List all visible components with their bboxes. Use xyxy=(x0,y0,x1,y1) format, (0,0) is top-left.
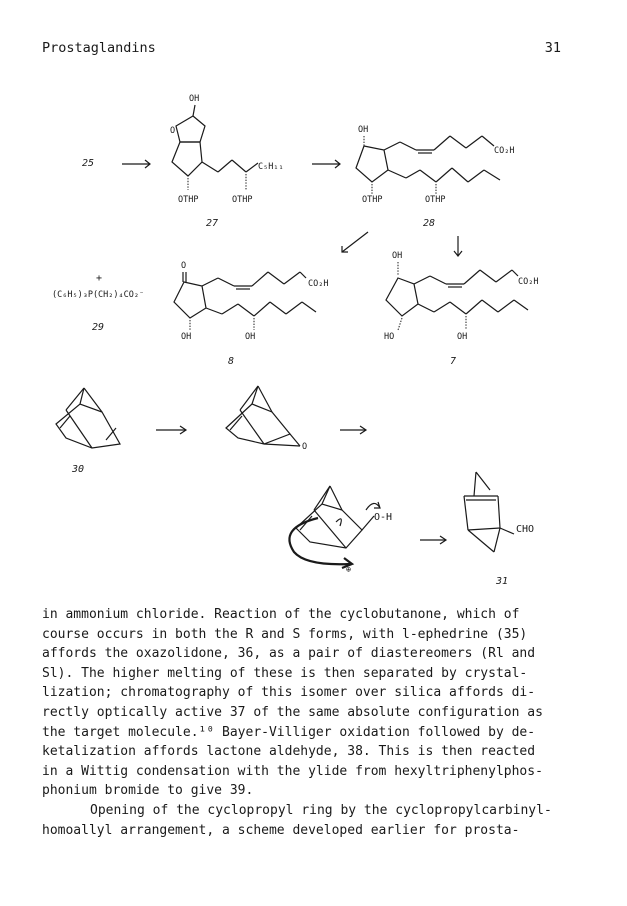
compound-7-structure xyxy=(384,251,538,342)
text-line: in ammonium chloride. Reaction of the cyclobutanone, which of xyxy=(42,607,520,622)
page-number: 31 xyxy=(544,40,561,56)
label-oh: OH xyxy=(358,125,369,135)
text-line: Sl). The higher melting of these is then separated by crystal- xyxy=(42,665,528,681)
epoxide-structure xyxy=(226,386,307,452)
compound-27-structure xyxy=(170,94,284,205)
text-line: lization; chromatography of this isomer over silica affords di- xyxy=(42,685,536,701)
compound-7-label: 7 xyxy=(450,356,457,367)
label-co2h: CO₂H xyxy=(494,146,515,156)
arrow-27-to-28 xyxy=(312,160,340,168)
arrow-28-to-7 xyxy=(454,236,462,256)
compound-31-label: 31 xyxy=(496,576,509,587)
running-title: Prostaglandins xyxy=(42,40,156,56)
arrow-30-to-epoxide xyxy=(156,426,186,434)
label-othp-1: OTHP xyxy=(362,195,383,205)
compound-31-structure xyxy=(464,472,534,552)
text-line: rectly optically active 37 of the same absolute configuration as xyxy=(42,704,543,720)
label-epoxide-o: O xyxy=(302,442,308,452)
text-line: ketalization affords lactone aldehyde, 38. This is then reacted xyxy=(42,744,536,760)
label-co2h: CO₂H xyxy=(308,279,329,289)
label-ylide: (C₆H₅)₃P(CH₂)₄CO₂⁻ xyxy=(52,290,145,300)
label-cho: CHO xyxy=(516,524,535,535)
label-c5h11: C₅H₁₁ xyxy=(258,162,284,172)
label-plus: + xyxy=(96,273,103,284)
text-line: course occurs in both the R and S forms, with l-ephedrine (35) xyxy=(42,626,528,642)
compound-28-structure xyxy=(356,125,514,205)
text-line: the target molecule.¹⁰ Bayer-Villiger oxidation followed by de- xyxy=(42,724,536,740)
compound-27-label: 27 xyxy=(206,218,219,229)
label-othp-2: OTHP xyxy=(425,195,446,205)
cation-charge: ⊕ xyxy=(346,565,352,575)
compound-8-label: 8 xyxy=(228,356,235,367)
body-text xyxy=(42,605,602,840)
text-line: in a Wittig condensation with the ylide from hexyltriphenylphos- xyxy=(42,763,543,779)
label-oh: OH xyxy=(189,94,200,104)
label-oh-2: OH xyxy=(245,332,256,342)
label-ho: HO xyxy=(384,332,395,342)
compound-8-structure xyxy=(174,261,328,342)
text-line: phonium bromide to give 39. xyxy=(42,783,254,799)
arrow-28-to-8 xyxy=(342,232,368,252)
arrow-25-to-27 xyxy=(122,160,150,168)
compound-29-label: 29 xyxy=(92,322,105,333)
arrow-cation-to-31 xyxy=(420,536,446,544)
cation-intermediate-structure xyxy=(289,486,392,575)
label-oh: OH xyxy=(392,251,403,261)
label-othp-2: OTHP xyxy=(232,195,253,205)
label-oh-2: OH xyxy=(457,332,468,342)
compound-30-label: 30 xyxy=(72,464,85,475)
label-ketone-o: O xyxy=(181,261,187,271)
label-oh-1: OH xyxy=(181,332,192,342)
text-line: Opening of the cyclopropyl ring by the cyclopropylcarbinyl- xyxy=(90,802,552,818)
compound-30-structure xyxy=(56,388,120,448)
label-oh-group: O-H xyxy=(374,512,393,523)
text-line: affords the oxazolidone, 36, as a pair of diastereomers (Rl and xyxy=(42,646,536,662)
arrow-epoxide-to-cation xyxy=(340,426,366,434)
compound-28-label: 28 xyxy=(423,218,436,229)
label-ring-o: O xyxy=(170,126,176,136)
label-othp-1: OTHP xyxy=(178,195,199,205)
label-co2h: CO₂H xyxy=(518,277,539,287)
compound-25-label: 25 xyxy=(82,158,95,169)
text-line: homoallyl arrangement, a scheme developed earlier for prosta- xyxy=(42,822,520,838)
